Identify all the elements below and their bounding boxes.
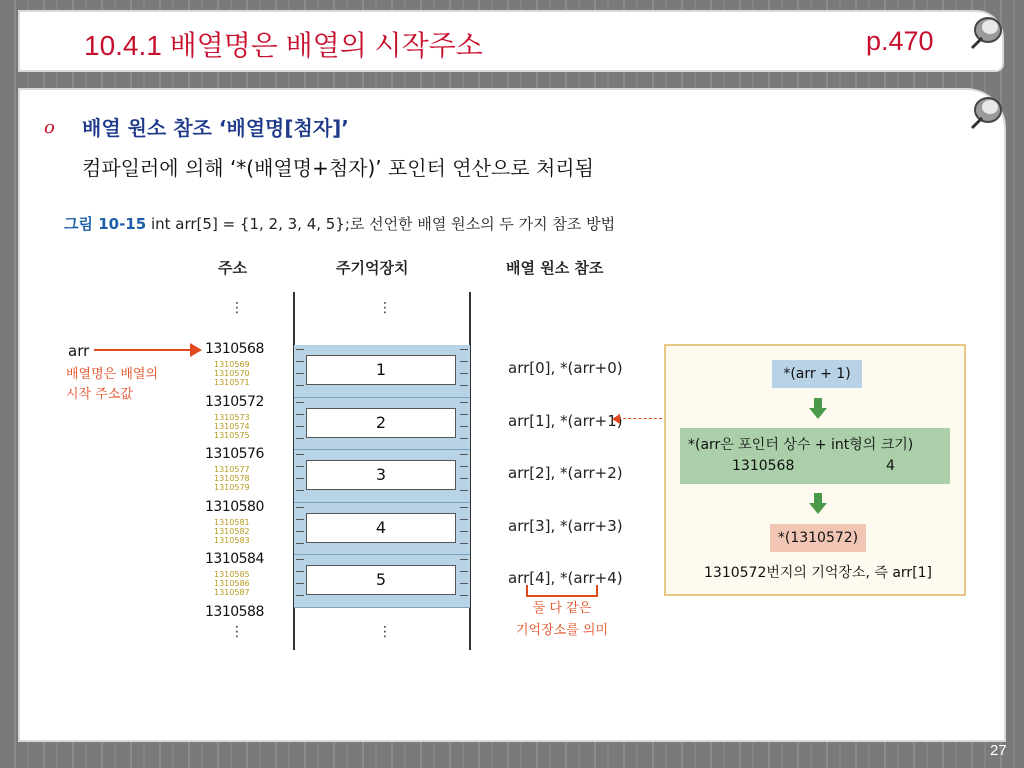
- byte-tick: [460, 595, 468, 596]
- byte-tick: [460, 454, 468, 455]
- byte-tick: [296, 438, 304, 439]
- explain-step-1: *(arr + 1): [772, 360, 862, 388]
- dashed-pointer: [618, 418, 662, 419]
- down-arrow-icon: [808, 398, 828, 420]
- sub-address: 1310577: [214, 465, 250, 474]
- explain-step-2-address: 1310568: [732, 458, 795, 474]
- byte-tick: [296, 559, 304, 560]
- byte-tick: [296, 478, 304, 479]
- byte-tick: [460, 559, 468, 560]
- memory-cell: 2: [306, 408, 456, 438]
- arrow-head-icon: [612, 414, 620, 424]
- byte-tick: [296, 402, 304, 403]
- sub-address: 1310585: [214, 570, 250, 579]
- arr-note-line: 시작 주소값: [66, 387, 133, 402]
- byte-tick: [296, 466, 304, 467]
- byte-tick: [296, 519, 304, 520]
- byte-tick: [296, 531, 304, 532]
- element-reference: arr[2], *(arr+2): [508, 464, 623, 482]
- sub-address: 1310571: [214, 378, 250, 387]
- byte-tick: [296, 490, 304, 491]
- byte-tick: [460, 478, 468, 479]
- byte-tick: [296, 361, 304, 362]
- byte-tick: [460, 402, 468, 403]
- figure-label: 그림 10-15: [64, 215, 147, 233]
- byte-tick: [296, 385, 304, 386]
- arrow-head-icon: [190, 343, 202, 357]
- bracket-note-line: 둘 다 같은: [532, 601, 592, 616]
- memory-cell: 1: [306, 355, 456, 385]
- page-number: 27: [990, 742, 1007, 759]
- byte-tick: [296, 571, 304, 572]
- sub-address: 1310573: [214, 412, 250, 422]
- sub-address: 1310582: [214, 526, 250, 536]
- element-reference: arr[1], *(arr+1): [508, 411, 623, 430]
- byte-tick: [296, 595, 304, 596]
- sub-address-group: [214, 570, 250, 597]
- figure-caption-text: int arr[5] = {1, 2, 3, 4, 5};로 선언한 배열 원소의 두 가지 참조 방법: [150, 215, 616, 233]
- bullet-text: 컴파일러에 의해 ‘*(배열명+첨자)’ 포인터 연산으로 처리됨: [82, 156, 594, 180]
- reference-bracket: [526, 585, 598, 597]
- byte-tick: [460, 583, 468, 584]
- sub-address-group: [214, 413, 250, 440]
- pushpin-icon: [966, 14, 1006, 54]
- byte-tick: [460, 543, 468, 544]
- byte-tick: [460, 361, 468, 362]
- bullet-icon: o: [44, 117, 55, 138]
- byte-tick: [460, 519, 468, 520]
- bracket-note-line: 기억장소를 의미: [515, 623, 609, 638]
- down-arrow-icon: [808, 493, 828, 515]
- address-label: 1310568: [205, 341, 264, 357]
- explain-result: 1310572번지의 기억장소, 즉 arr[1]: [704, 565, 933, 581]
- element-reference: arr[3], *(arr+3): [508, 516, 623, 535]
- sub-address: 1310587: [214, 588, 250, 597]
- sub-address: 1310569: [214, 360, 250, 369]
- explain-step-3: *(1310572): [770, 524, 866, 552]
- memory-cell: 4: [306, 513, 456, 543]
- byte-tick: [296, 454, 304, 455]
- byte-tick: [460, 426, 468, 427]
- sub-address-group: [214, 360, 250, 387]
- byte-tick: [296, 543, 304, 544]
- byte-tick: [460, 571, 468, 572]
- arr-label: arr: [68, 342, 90, 360]
- element-reference: arr[4], *(arr+4): [508, 569, 623, 587]
- byte-tick: [460, 414, 468, 415]
- bracket-note: [506, 598, 618, 642]
- byte-tick: [296, 583, 304, 584]
- explain-step-2-text: *(arr은 포인터 상수 + int형의 크기): [688, 437, 914, 453]
- sub-address: 1310583: [214, 535, 250, 545]
- pushpin-icon: [966, 94, 1006, 134]
- column-header-address: 주소: [218, 259, 247, 277]
- byte-tick: [460, 349, 468, 350]
- sub-address: 1310575: [214, 430, 250, 440]
- figure-caption: [64, 213, 615, 234]
- address-label: 1310580: [205, 498, 264, 515]
- address-label: 1310572: [205, 393, 264, 410]
- byte-tick: [460, 385, 468, 386]
- ellipsis-icon: ⋮: [378, 300, 392, 316]
- page-reference: p.470: [866, 26, 934, 56]
- byte-tick: [460, 490, 468, 491]
- ellipsis-icon: ⋮: [230, 300, 244, 316]
- byte-tick: [460, 438, 468, 439]
- column-header-memory: 주기억장치: [336, 259, 409, 277]
- explain-step-2-size: 4: [886, 458, 895, 474]
- sub-address-group: [214, 465, 250, 492]
- sub-address: 1310570: [214, 369, 250, 378]
- sub-address: 1310578: [214, 474, 250, 483]
- sub-address: 1310586: [214, 579, 250, 588]
- byte-tick: [296, 373, 304, 374]
- slide-title: 10.4.1 배열명은 배열의 시작주소: [84, 30, 483, 61]
- address-label: 1310576: [205, 446, 264, 462]
- sub-address: 1310574: [214, 421, 250, 431]
- sub-address-group: [214, 518, 250, 545]
- byte-tick: [460, 507, 468, 508]
- arr-note: [66, 365, 158, 405]
- ellipsis-icon: ⋮: [230, 624, 244, 640]
- address-label: 1310588: [205, 603, 264, 620]
- byte-tick: [296, 349, 304, 350]
- byte-tick: [296, 414, 304, 415]
- ellipsis-icon: ⋮: [378, 624, 392, 640]
- column-header-reference: 배열 원소 참조: [506, 259, 604, 277]
- byte-tick: [460, 531, 468, 532]
- arr-arrow: [94, 349, 194, 351]
- byte-tick: [460, 466, 468, 467]
- address-label: 1310584: [205, 551, 264, 567]
- memory-cell: 5: [306, 565, 456, 595]
- byte-tick: [296, 426, 304, 427]
- sub-address: 1310581: [214, 517, 250, 527]
- arr-note-line: 배열명은 배열의: [66, 367, 159, 382]
- memory-cell: 3: [306, 460, 456, 490]
- element-reference: arr[0], *(arr+0): [508, 359, 623, 377]
- sub-address: 1310579: [214, 483, 250, 492]
- explain-step-2: [680, 428, 950, 484]
- byte-tick: [296, 507, 304, 508]
- byte-tick: [460, 373, 468, 374]
- bullet-heading: 배열 원소 참조 ‘배열명[첨자]’: [82, 116, 349, 140]
